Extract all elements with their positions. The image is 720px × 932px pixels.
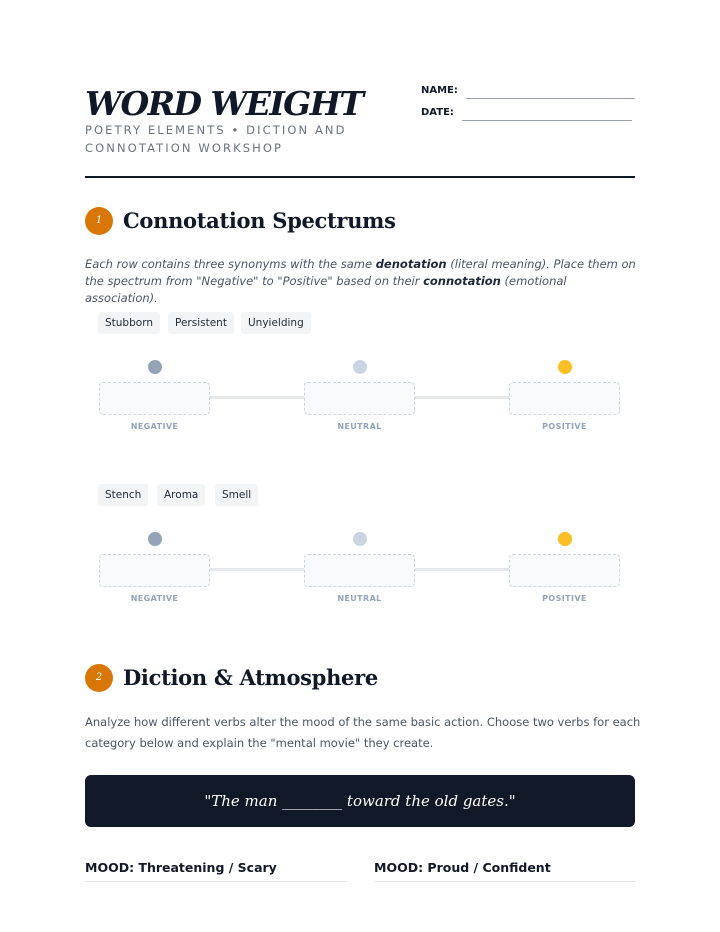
section-number-badge: 2: [85, 664, 113, 692]
section-instructions: Analyze how different verbs alter the mood of the same basic action. Choose two verbs for each category below and explain the "mental movie" they create.: [85, 715, 641, 750]
header-divider: [85, 176, 635, 178]
negative-marker-dot: [148, 360, 162, 374]
neutral-label: NEUTRAL: [337, 422, 382, 431]
positive-marker-dot: [558, 532, 572, 546]
word-chip[interactable]: Stench: [98, 484, 148, 506]
worksheet-subtitle: POETRY ELEMENTS • DICTION AND CONNOTATION WORKSHOP: [85, 123, 347, 155]
neutral-drop-slot[interactable]: [304, 554, 415, 587]
negative-label: NEGATIVE: [130, 422, 179, 431]
word-chip[interactable]: Persistent: [168, 312, 234, 334]
negative-marker-dot: [148, 532, 162, 546]
date-field[interactable]: [462, 120, 632, 121]
neutral-marker-dot: [353, 532, 367, 546]
word-chip[interactable]: Stubborn: [98, 312, 160, 334]
section-title: Diction & Atmosphere: [123, 665, 378, 690]
date-label: DATE:: [421, 107, 454, 118]
positive-drop-slot[interactable]: [509, 554, 620, 587]
example-sentence: "The man ________ toward the old gates.": [204, 792, 516, 810]
mood-column-header: [374, 857, 636, 882]
mood-label: MOOD: Threatening / Scary: [85, 860, 277, 875]
negative-drop-slot[interactable]: [99, 382, 210, 415]
name-label: NAME:: [421, 85, 458, 96]
neutral-drop-slot[interactable]: [304, 382, 415, 415]
neutral-label: NEUTRAL: [337, 594, 382, 603]
word-chip[interactable]: Smell: [215, 484, 258, 506]
section-title: Connotation Spectrums: [123, 208, 396, 233]
negative-label: NEGATIVE: [130, 594, 179, 603]
section-instructions: Each row contains three synonyms with the same denotation (literal meaning). Place them on the spectrum from "Negative" to "Positive" based on their connotation (emotional association).: [85, 257, 636, 305]
worksheet-title: WORD WEIGHT: [85, 84, 363, 123]
positive-drop-slot[interactable]: [509, 382, 620, 415]
negative-drop-slot[interactable]: [99, 554, 210, 587]
date-row: [421, 107, 636, 127]
sentence-banner: [85, 775, 635, 827]
neutral-marker-dot: [353, 360, 367, 374]
name-field[interactable]: [466, 98, 635, 99]
mood-column-header: [85, 857, 347, 882]
positive-label: POSITIVE: [542, 594, 587, 603]
connotation-spectrum-row: [98, 484, 622, 614]
connotation-spectrum-row: [98, 312, 622, 442]
positive-marker-dot: [558, 360, 572, 374]
section-number-badge: 1: [85, 207, 113, 235]
word-chip[interactable]: Unyielding: [241, 312, 311, 334]
name-row: [421, 85, 636, 105]
mood-label: MOOD: Proud / Confident: [374, 860, 551, 875]
positive-label: POSITIVE: [542, 422, 587, 431]
word-chip[interactable]: Aroma: [157, 484, 205, 506]
